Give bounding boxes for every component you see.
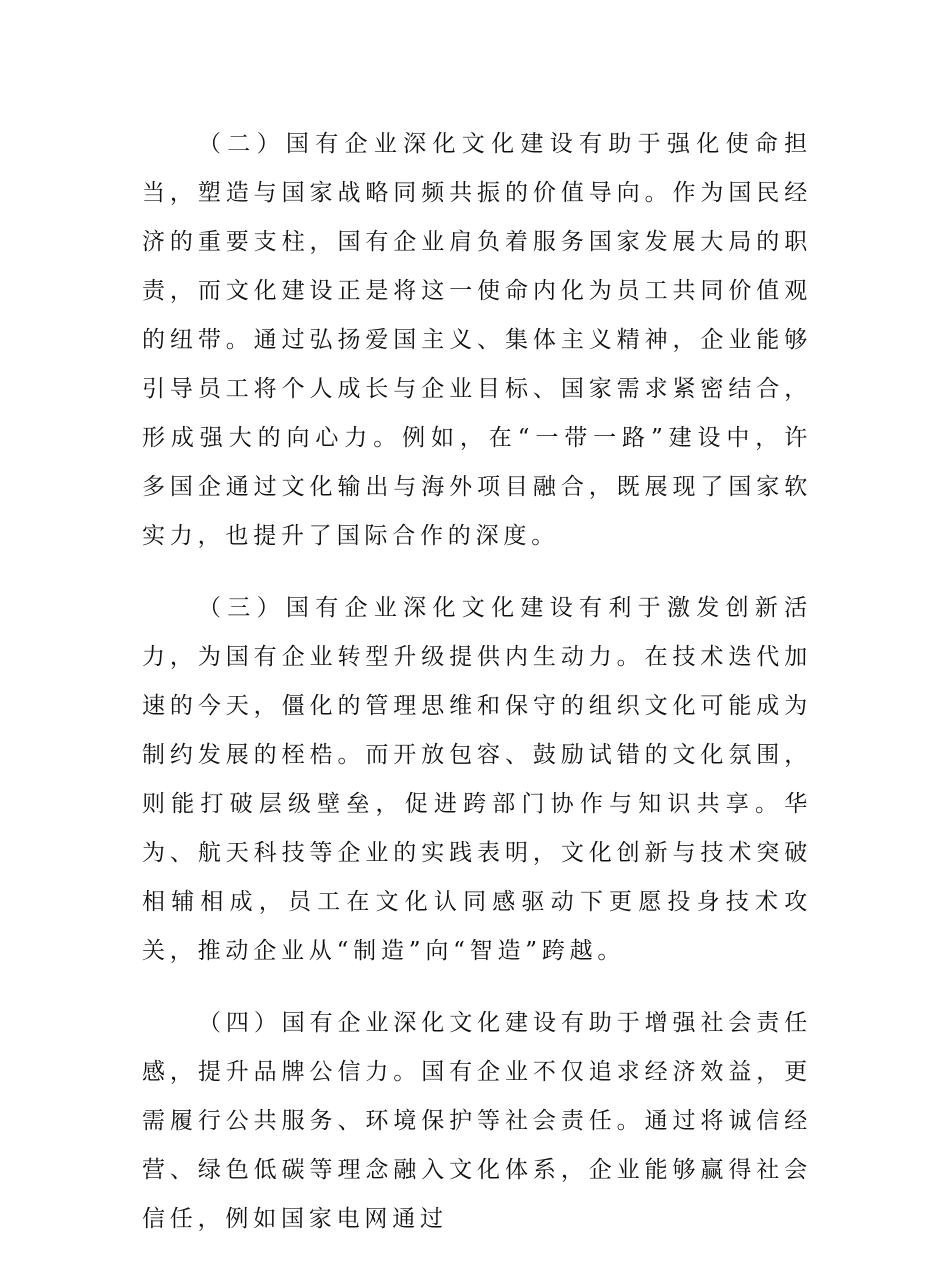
document-body (142, 120, 812, 1267)
paragraph-section-4: （四）国有企业深化文化建设有助于增强社会责任感，提升品牌公信力。国有企业不仅追求经济效益，更需履行公共服务、环境保护等社会责任。通过将诚信经营、绿色低碳等理念融入文化体系，企业能够赢得社会信任，例如国家电网通过 (142, 1010, 812, 1232)
paragraph-section-3: （三）国有企业深化文化建设有利于激发创新活力，为国有企业转型升级提供内生动力。在技术迭代加速的今天，僵化的管理思维和保守的组织文化可能成为制约发展的桎梏。而开放包容、鼓励试错的文化氛围，则能打破层级壁垒，促进跨部门协作与知识共享。华为、航天科技等企业的实践表明，文化创新与技术突破相辅相成，员工在文化认同感驱动下更愿投身技术攻关，推动企业从“制造”向“智造”跨越。 (142, 595, 812, 964)
paragraph-section-2: （二）国有企业深化文化建设有助于强化使命担当，塑造与国家战略同频共振的价值导向。作为国民经济的重要支柱，国有企业肩负着服务国家发展大局的职责，而文化建设正是将这一使命内化为员工共同价值观的纽带。通过弘扬爱国主义、集体主义精神，企业能够引导员工将个人成长与企业目标、国家需求紧密结合，形成强大的向心力。例如，在“一带一路”建设中，许多国企通过文化输出与海外项目融合，既展现了国家软实力，也提升了国际合作的深度。 (142, 131, 812, 549)
